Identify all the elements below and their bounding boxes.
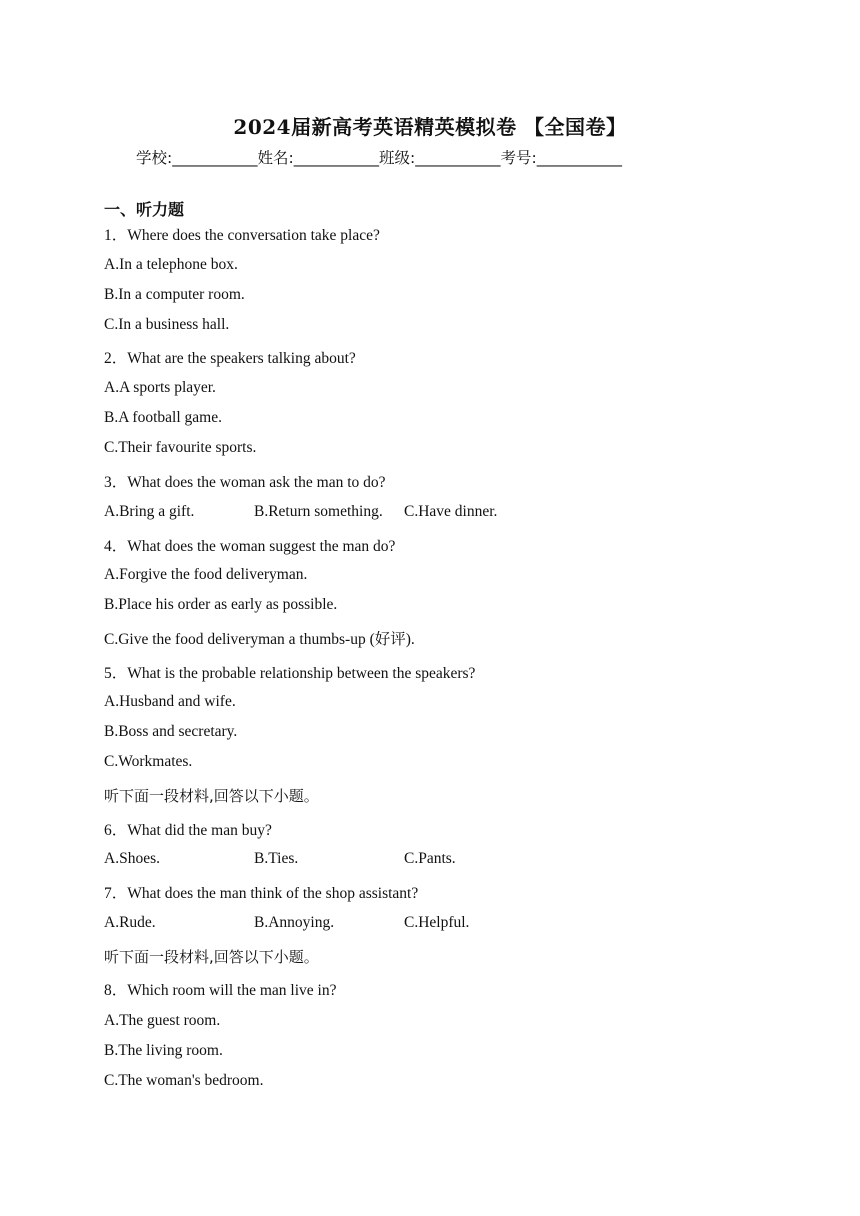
class-field[interactable] bbox=[379, 146, 500, 168]
option-c[interactable]: C.Have dinner. bbox=[404, 503, 498, 520]
option-a[interactable]: A.Bring a gift. bbox=[104, 503, 195, 520]
question-stem: 3．What does the woman ask the man to do? bbox=[104, 474, 386, 491]
exam-number-label: 考号: bbox=[500, 149, 537, 167]
option-a[interactable]: A.A sports player. bbox=[104, 379, 216, 396]
class-blank: ___________ bbox=[415, 149, 501, 167]
question-stem: 1．Where does the conversation take place? bbox=[104, 227, 380, 244]
name-label: 姓名: bbox=[257, 149, 294, 167]
option-a[interactable]: A.In a telephone box. bbox=[104, 256, 238, 273]
option-a[interactable]: A.The guest room. bbox=[104, 1012, 221, 1029]
option-a[interactable]: A.Husband and wife. bbox=[104, 693, 236, 710]
option-c[interactable]: C.Their favourite sports. bbox=[104, 439, 257, 456]
question-stem: 5．What is the probable relationship between the speakers? bbox=[104, 665, 476, 682]
option-b[interactable]: B.Boss and secretary. bbox=[104, 723, 238, 740]
option-c[interactable]: C.Give the food deliveryman a thumbs-up (好评). bbox=[104, 631, 415, 648]
option-a[interactable]: A.Rude. bbox=[104, 914, 156, 931]
question-stem: 4．What does the woman suggest the man do? bbox=[104, 538, 396, 555]
option-c[interactable]: C.Pants. bbox=[404, 850, 456, 867]
option-b[interactable]: B.Annoying. bbox=[254, 914, 335, 931]
school-label: 学校: bbox=[136, 149, 173, 167]
school-field[interactable] bbox=[136, 146, 257, 168]
class-label: 班级: bbox=[378, 149, 416, 167]
name-field[interactable] bbox=[257, 146, 378, 168]
student-info-line bbox=[136, 146, 736, 168]
option-c[interactable]: C.Workmates. bbox=[104, 753, 193, 770]
option-c[interactable]: C.The woman's bedroom. bbox=[104, 1072, 264, 1089]
section-title: 一、听力题 bbox=[104, 200, 185, 219]
instruction-text: 听下面一段材料,回答以下小题。 bbox=[104, 948, 319, 966]
option-c[interactable]: C.In a business hall. bbox=[104, 316, 230, 333]
exam-number-blank: ___________ bbox=[536, 149, 622, 167]
option-b[interactable]: B.The living room. bbox=[104, 1042, 223, 1059]
option-a[interactable]: A.Forgive the food deliveryman. bbox=[104, 566, 308, 583]
question-stem: 7．What does the man think of the shop assistant? bbox=[104, 885, 419, 902]
question-stem: 8．Which room will the man live in? bbox=[104, 982, 337, 999]
option-b[interactable]: B.In a computer room. bbox=[104, 286, 245, 303]
question-stem: 6．What did the man buy? bbox=[104, 822, 272, 839]
exam-number-field[interactable] bbox=[500, 146, 621, 168]
option-b[interactable]: B.Place his order as early as possible. bbox=[104, 596, 338, 613]
option-b[interactable]: B.Ties. bbox=[254, 850, 299, 867]
question-stem: 2．What are the speakers talking about? bbox=[104, 350, 356, 367]
instruction-text: 听下面一段材料,回答以下小题。 bbox=[104, 787, 319, 805]
name-blank: ___________ bbox=[293, 149, 379, 167]
option-c[interactable]: C.Helpful. bbox=[404, 914, 470, 931]
option-a[interactable]: A.Shoes. bbox=[104, 850, 160, 867]
option-b[interactable]: B.Return something. bbox=[254, 503, 383, 520]
option-b[interactable]: B.A football game. bbox=[104, 409, 222, 426]
school-blank: ___________ bbox=[172, 149, 258, 167]
exam-title: 2024届新高考英语精英模拟卷 【全国卷】 bbox=[233, 115, 627, 139]
